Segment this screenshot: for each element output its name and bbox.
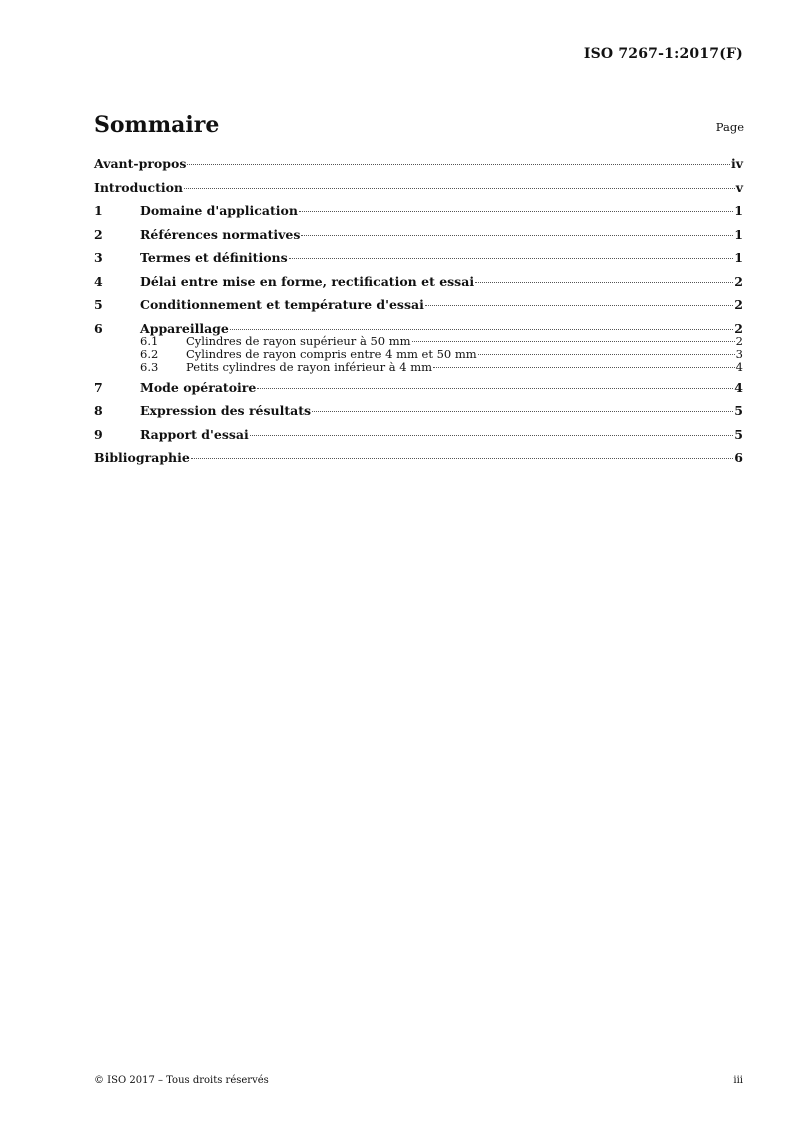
toc-subentry-number: 6.2	[140, 346, 159, 361]
toc-entry-page: 5	[734, 426, 743, 442]
toc-subentry-text: Cylindres de rayon supérieur à 50 mm	[186, 333, 411, 348]
page-title: Sommaire	[94, 112, 220, 138]
toc-entry-page: 4	[734, 379, 743, 395]
toc-entry-page: 5	[734, 403, 743, 418]
toc-entry-7[interactable]	[94, 378, 743, 402]
toc-subentry-text: Petits cylindres de rayon inférieur à 4 mm	[186, 359, 433, 374]
dot-leader	[187, 164, 730, 165]
toc-subentry-page: 4	[735, 359, 743, 374]
toc-entry-number: 2	[94, 226, 103, 242]
toc-entry-page: v	[735, 179, 743, 195]
dot-leader	[301, 235, 733, 236]
toc-subentry-page: 3	[735, 346, 743, 361]
toc-subentry-number: 6.1	[140, 333, 159, 348]
toc-entry-page: 2	[734, 297, 743, 312]
document-id: ISO 7267-1:2017(F)	[583, 46, 743, 62]
toc-subentry-number: 6.3	[140, 359, 159, 374]
toc-entry-text: Termes et définitions	[140, 250, 288, 265]
toc-entry-text: Mode opératoire	[140, 379, 257, 395]
toc-entry-6[interactable]	[94, 319, 743, 335]
dot-leader	[191, 458, 733, 459]
dot-leader	[289, 258, 734, 259]
toc-entry-page: iv	[730, 156, 743, 171]
toc-entry-page: 6	[734, 450, 743, 465]
toc-entry-number: 1	[94, 203, 103, 218]
toc-entry-number: 4	[94, 273, 103, 289]
toc-entry-number: 5	[94, 297, 103, 312]
toc-entry-page: 1	[734, 203, 743, 218]
toc-entry-number: 6	[94, 320, 103, 336]
toc-entry-5[interactable]	[94, 295, 743, 319]
dot-leader	[478, 354, 735, 355]
toc-entry-8[interactable]	[94, 401, 743, 425]
footer-page-number: iii	[733, 1075, 743, 1086]
toc-entry-4[interactable]	[94, 272, 743, 296]
toc-entry-text: Introduction	[94, 179, 184, 195]
toc-entry-3[interactable]	[94, 248, 743, 272]
toc-entry-text: Bibliographie	[94, 450, 190, 465]
title-row	[94, 112, 744, 142]
toc-entry-page: 1	[734, 250, 743, 265]
dot-leader	[312, 411, 733, 412]
dot-leader	[412, 341, 735, 342]
toc-entry-text: Références normatives	[140, 226, 301, 242]
toc-entry-1[interactable]	[94, 201, 743, 225]
toc-entry-text: Délai entre mise en forme, rectification et essai	[140, 273, 475, 289]
toc-entry-9[interactable]	[94, 425, 743, 449]
toc-subentry-text: Cylindres de rayon compris entre 4 mm et 50 mm	[186, 346, 477, 361]
dot-leader	[257, 388, 733, 389]
toc-entry-page: 2	[734, 320, 743, 336]
dot-leader	[184, 188, 735, 189]
dot-leader	[425, 305, 733, 306]
toc-entry-text: Domaine d'application	[140, 203, 298, 218]
dot-leader	[475, 282, 733, 283]
toc-entry-number: 8	[94, 403, 103, 418]
toc-entry-text: Conditionnement et température d'essai	[140, 297, 424, 312]
toc-subentry-6-1[interactable]	[94, 335, 743, 348]
toc-subentry-6-2[interactable]	[94, 348, 743, 361]
toc-entry-text: Avant-propos	[94, 156, 187, 171]
toc-entry-page: 2	[734, 273, 743, 289]
dot-leader	[433, 367, 735, 368]
footer-copyright: © ISO 2017 – Tous droits réservés	[94, 1075, 269, 1086]
toc-entry-number: 9	[94, 426, 103, 442]
toc-entry-2[interactable]	[94, 225, 743, 249]
toc-entry-introduction[interactable]	[94, 178, 743, 202]
toc-entry-text: Expression des résultats	[140, 403, 312, 418]
toc-subentry-6-3[interactable]	[94, 361, 743, 374]
toc-subentry-page: 2	[735, 333, 743, 348]
table-of-contents	[94, 154, 743, 472]
toc-entry-text: Appareillage	[140, 320, 229, 336]
toc-entry-text: Rapport d'essai	[140, 426, 249, 442]
toc-entry-number: 7	[94, 379, 103, 395]
dot-leader	[250, 435, 734, 436]
toc-entry-number: 3	[94, 250, 103, 265]
page-column-label: Page	[715, 120, 744, 134]
toc-entry-avant-propos[interactable]	[94, 154, 743, 178]
toc-entry-bibliographie[interactable]	[94, 448, 743, 472]
dot-leader	[299, 211, 733, 212]
dot-leader	[230, 329, 733, 330]
toc-entry-page: 1	[734, 226, 743, 242]
